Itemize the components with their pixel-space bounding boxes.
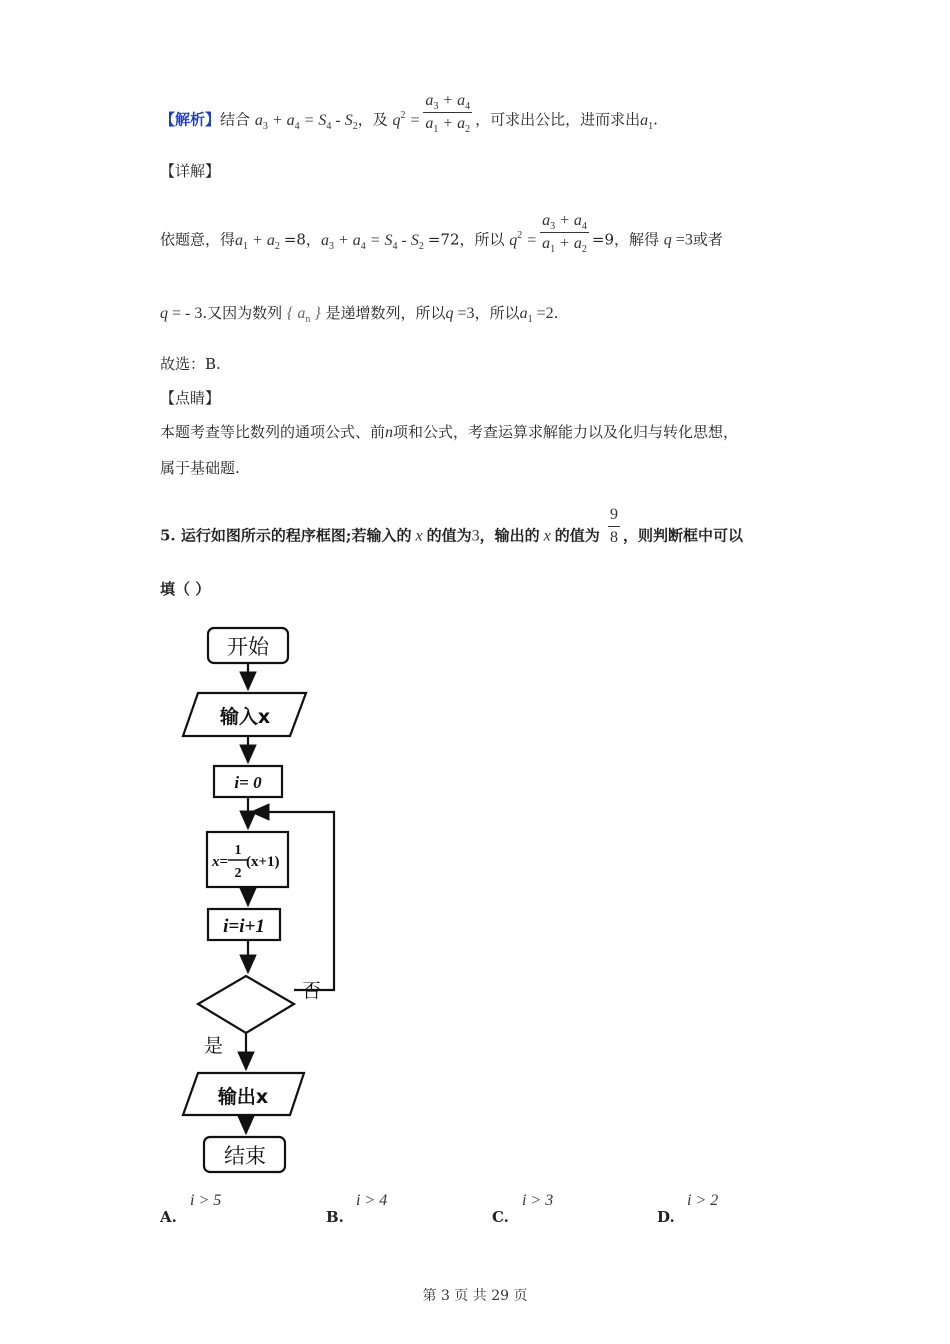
formula-q2-detail: $q^2$ =	[509, 229, 538, 249]
flow-assign-num: 1	[234, 843, 242, 858]
option-a-letter: A.	[160, 1208, 177, 1226]
detail-text-1e: 或者	[692, 230, 723, 249]
option-d-letter: D.	[657, 1208, 675, 1226]
fraction-num: 9	[608, 506, 620, 527]
page-footer: 第 3 页 共 29 页	[422, 1288, 528, 1304]
analysis-label: 【解析】	[160, 110, 221, 129]
formula-q-squared: $q^2$ =	[392, 109, 421, 129]
detail-line-1	[160, 212, 723, 261]
question-text-1: 运行如图所示的程序框图;若输入的	[180, 526, 412, 545]
detail-text-2a: .又因为数列	[202, 304, 283, 322]
option-d-value: i > 2	[687, 1192, 719, 1209]
detail-text-1d: =9，解得	[591, 230, 660, 249]
flow-decision-diamond	[198, 976, 294, 1033]
question-text-2: 的值为	[426, 526, 472, 545]
flow-no-label: 否	[302, 980, 322, 1002]
analysis-period: .	[653, 110, 658, 129]
formula-q-eq-3: q =3	[663, 231, 693, 249]
question-text-3: ，输出的	[479, 526, 540, 545]
formula-sequence-an: { $a_n$ }	[286, 305, 321, 325]
question-text-5: ，则判断框中可以	[622, 526, 743, 545]
detail-text-1c: =72，所以	[427, 230, 505, 249]
analysis-text-2: ，及	[357, 110, 388, 129]
question-input-value: 3	[471, 527, 480, 545]
fraction-9-8	[608, 506, 620, 547]
formula-a1-a2: $a_1 + a_2$	[235, 231, 280, 252]
option-b-letter: B.	[326, 1208, 344, 1226]
formula-a3-a4: $a_3 + a_4 = S_4 - S_2$	[254, 111, 358, 132]
formula-a1: $a_1$	[640, 111, 654, 132]
formula-q-eq-neg3: q = - 3	[160, 305, 203, 322]
flow-assign-rest: (x+1)	[246, 854, 280, 870]
var-x-1: x	[411, 527, 427, 545]
analysis-line	[160, 92, 658, 141]
comment-text-1b: 项和公式，考查运算求解能力以及化归与转化思想，	[393, 423, 739, 441]
analysis-text-1: 结合	[220, 110, 251, 129]
flow-yes-label: 是	[204, 1035, 224, 1057]
option-b[interactable]	[326, 1192, 388, 1226]
detail-text-1a: 依题意，得	[160, 230, 236, 249]
option-a-value: i > 5	[190, 1192, 222, 1209]
detail-heading: 【详解】	[160, 162, 221, 180]
fraction-den: 8	[609, 529, 618, 546]
formula-a1-eq-2: $a_1 =2$	[519, 305, 554, 325]
flow-start-text: 开始	[227, 635, 269, 659]
detail-text-2b: 是递增数列，所以	[325, 304, 446, 322]
flow-end-text: 结束	[224, 1144, 266, 1168]
formula-q-3: q =3	[445, 305, 475, 322]
comment-text-1a: 本题考查等比数列的通项公式、前	[160, 423, 386, 441]
comment-line-2: 属于基础题.	[160, 459, 240, 477]
comment-heading: 【点睛】	[160, 389, 221, 407]
option-b-value: i > 4	[356, 1192, 388, 1209]
option-c-letter: C.	[492, 1208, 509, 1226]
flow-increment-text: i=i+1	[223, 916, 265, 937]
flow-assign-x: x=	[212, 854, 229, 870]
question-number: 5.	[160, 526, 176, 545]
flow-input-text: 输入x	[219, 706, 271, 728]
option-c[interactable]	[492, 1192, 554, 1226]
answer-line: 故选：B.	[160, 355, 221, 373]
question-line-1	[160, 506, 743, 557]
analysis-text-3: ，可求出公比，进而求出	[475, 110, 641, 129]
detail-text-2c: ，所以	[474, 304, 520, 322]
formula-a3-a4-sum: $a_3 + a_4 = S_4 - S_2$	[320, 231, 424, 252]
comment-line-1	[160, 421, 738, 442]
question-text-4: 的值为	[554, 526, 600, 545]
question-line-2: 填（ ）	[160, 580, 211, 598]
flow-assign-den: 2	[234, 866, 242, 881]
flowchart	[0, 615, 360, 1175]
fraction-q2: $\frac{a_3 + a_4}{a_1 + a_2}$	[425, 92, 471, 135]
detail-text-1b: =8，	[283, 230, 321, 249]
option-c-value: i > 3	[522, 1192, 554, 1209]
formula-n: n	[385, 424, 394, 441]
option-a[interactable]	[160, 1192, 222, 1226]
flow-output-text: 输出x	[217, 1086, 269, 1108]
fraction-q2-detail: $\frac{a_3 + a_4}{a_1 + a_2}$	[542, 212, 587, 255]
detail-line-2	[160, 302, 558, 323]
flow-init-text: i= 0	[234, 773, 262, 792]
var-x-2: x	[539, 527, 555, 545]
detail-text-2d: .	[553, 304, 559, 322]
option-d[interactable]	[657, 1192, 719, 1226]
